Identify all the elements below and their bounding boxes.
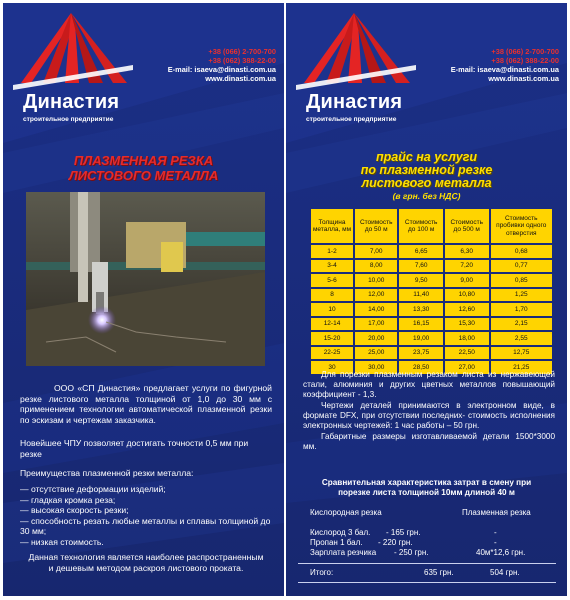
note-dimensions: Габаритные размеры изготавливаемой детали 1500*3000 мм. [303,432,555,451]
phone-2: +38 (062) 388-22-00 [208,56,276,65]
closing-text: Данная технология является наиболее распространенным и дешевым методом раскроя листового проката. [28,552,264,573]
cost-label: Кислород 3 бал. [310,528,371,537]
advantages-title: Преимущества плазменной резки металла: [20,468,194,478]
table-cell: 23,75 [399,347,443,360]
website: www.dinasti.com.ua [205,74,276,83]
price-title-line-3: листового металла [361,176,492,190]
table-row [311,274,552,287]
table-cell: 22-25 [311,347,353,360]
title-line-1: ПЛАЗМЕННАЯ РЕЗКА [73,153,214,168]
list-item: — способность резать любые металлы и сплавы толщиной до 30 мм; [20,515,271,536]
table-row [311,245,552,258]
email: E-mail: isaeva@dinasti.com.ua [167,65,276,74]
list-item: — высокая скорость резки; [20,505,129,515]
table-row [311,303,552,316]
cost-title-line-1: Сравнительная характеристика затрат в смену при [321,478,532,487]
cost-oxy-value: - 165 грн. [386,528,421,537]
cost-label: Зарплата резчика [310,548,377,557]
phone-1: +38 (066) 2-700-700 [491,47,559,56]
table-row [311,332,552,345]
table-row [311,347,552,360]
price-title-line-1: прайс на услуги [375,150,478,164]
table-cell: 28,50 [399,361,443,374]
table-row [311,289,552,302]
divider [298,582,556,583]
table-cell: 21,25 [491,361,553,374]
table-cell: 20,00 [355,332,397,345]
price-title-line-2: по плазменной резке [360,163,493,177]
contacts-block [168,47,276,83]
table-cell: 1,25 [491,289,553,302]
brand-subtitle: строительное предприятие [306,116,397,123]
website: www.dinasti.com.ua [488,74,559,83]
table-cell: 16,15 [399,318,443,331]
table-cell: 2,15 [491,318,553,331]
table-cell: 11,40 [399,289,443,302]
table-cell: 9,50 [399,274,443,287]
cost-plasma-value: - [494,528,497,537]
table-row [311,318,552,331]
cost-plasma-value: 40м*12,6 грн. [476,548,526,557]
table-cell: 3-4 [311,260,353,273]
total-oxygen: 635 грн. [424,568,454,577]
cutting-machine-illustration [26,192,265,366]
brand-subtitle: строительное предприятие [23,116,114,123]
list-item: — гладкая кромка реза; [20,494,116,505]
table-cell: 6,30 [445,245,489,258]
email: E-mail: isaeva@dinasti.com.ua [450,65,559,74]
table-cell: 10 [311,303,353,316]
divider [298,563,556,564]
list-item: — отсутствие деформации изделий; [20,484,166,494]
table-cell: 5-6 [311,274,353,287]
table-cell: 7,00 [355,245,397,258]
table-cell: 30 [311,361,353,374]
table-cell: 2,55 [491,332,553,345]
table-cell: 25,00 [355,347,397,360]
table-row [311,260,552,273]
table-cell: 17,00 [355,318,397,331]
table-cell: 8 [311,289,353,302]
table-cell: 1-2 [311,245,353,258]
header-cost-50: Стоимость до 50 м [355,209,397,243]
title-line-2: ЛИСТОВОГО МЕТАЛЛА [68,168,219,183]
price-note: (в грн. без НДС) [392,191,461,201]
left-panel [3,3,284,596]
table-cell: 0,68 [491,245,553,258]
cost-title-line-2: порезке листа толщиной 10мм длиной 40 м [338,488,515,497]
brand-name: Династия [23,91,120,113]
brand-name: Династия [306,91,403,113]
cost-col-oxygen: Кислородная резка [310,508,382,517]
header-cost-100: Стоимость до 100 м [399,209,443,243]
contacts-block [451,47,559,83]
table-cell: 1,70 [491,303,553,316]
table-cell: 15-20 [311,332,353,345]
cost-oxy-value: - 220 грн. [378,538,413,547]
intro-text: ООО «СП Династия» предлагает услуги по фигурной резке листового металла толщиной от 1,0 до 30 мм с применением технологии автоматической плазменной резки по эскизам и чертежам заказчика. [20,383,272,425]
table-cell: 12,75 [491,347,553,360]
table-cell: 0,85 [491,274,553,287]
advantages-list [20,484,272,547]
cnc-text: Новейшее ЧПУ позволяет достигать точности 0,5 мм при резке [20,438,249,459]
table-cell: 6,65 [399,245,443,258]
table-cell: 8,00 [355,260,397,273]
table-cell: 12-14 [311,318,353,331]
table-cell: 14,00 [355,303,397,316]
cost-col-plasma: Плазменная резка [462,508,531,517]
table-cell: 0,77 [491,260,553,273]
table-cell: 30,00 [355,361,397,374]
total-plasma: 504 грн. [490,568,520,577]
table-cell: 12,60 [445,303,489,316]
price-table-body [311,245,552,374]
table-cell: 27,00 [445,361,489,374]
total-label: Итого: [310,568,334,577]
table-cell: 15,30 [445,318,489,331]
header-thickness: Толщина металла, мм [311,209,353,243]
header-cost-500: Стоимость до 500 м [445,209,489,243]
table-cell: 22,50 [445,347,489,360]
table-cell: 13,30 [399,303,443,316]
note-coefficient: Для порезки плазменным резаком листа из нержавеющей стали, алюминия и других цветных металлов повышающий коэффициент - 1,3. [303,370,555,399]
table-cell: 10,80 [445,289,489,302]
table-cell: 7,20 [445,260,489,273]
logo-icon [13,13,133,93]
phone-1: +38 (066) 2-700-700 [208,47,276,56]
plasma-cutting-photo [26,192,265,366]
price-table [309,207,554,376]
phone-2: +38 (062) 388-22-00 [491,56,559,65]
note-drawings: Чертежи деталей принимаются в электронном виде, в формате DFX, при отсутствии последних- стоимость исполнения электронных чертежей: 1 час работы – 50 грн. [303,401,555,430]
right-panel [286,3,567,596]
cost-label: Пропан 1 бал. [310,538,363,547]
cost-plasma-value: - [494,538,497,547]
table-cell: 10,00 [355,274,397,287]
table-cell: 12,00 [355,289,397,302]
list-item: — низкая стоимость. [20,536,104,547]
table-cell: 7,60 [399,260,443,273]
cost-oxy-value: - 250 грн. [394,548,429,557]
logo-icon [296,13,416,93]
header-hole-cost: Стоимость пробивки одного отверстия [491,209,553,243]
table-cell: 9,00 [445,274,489,287]
table-cell: 18,00 [445,332,489,345]
table-cell: 19,00 [399,332,443,345]
table-header-row [311,209,552,243]
